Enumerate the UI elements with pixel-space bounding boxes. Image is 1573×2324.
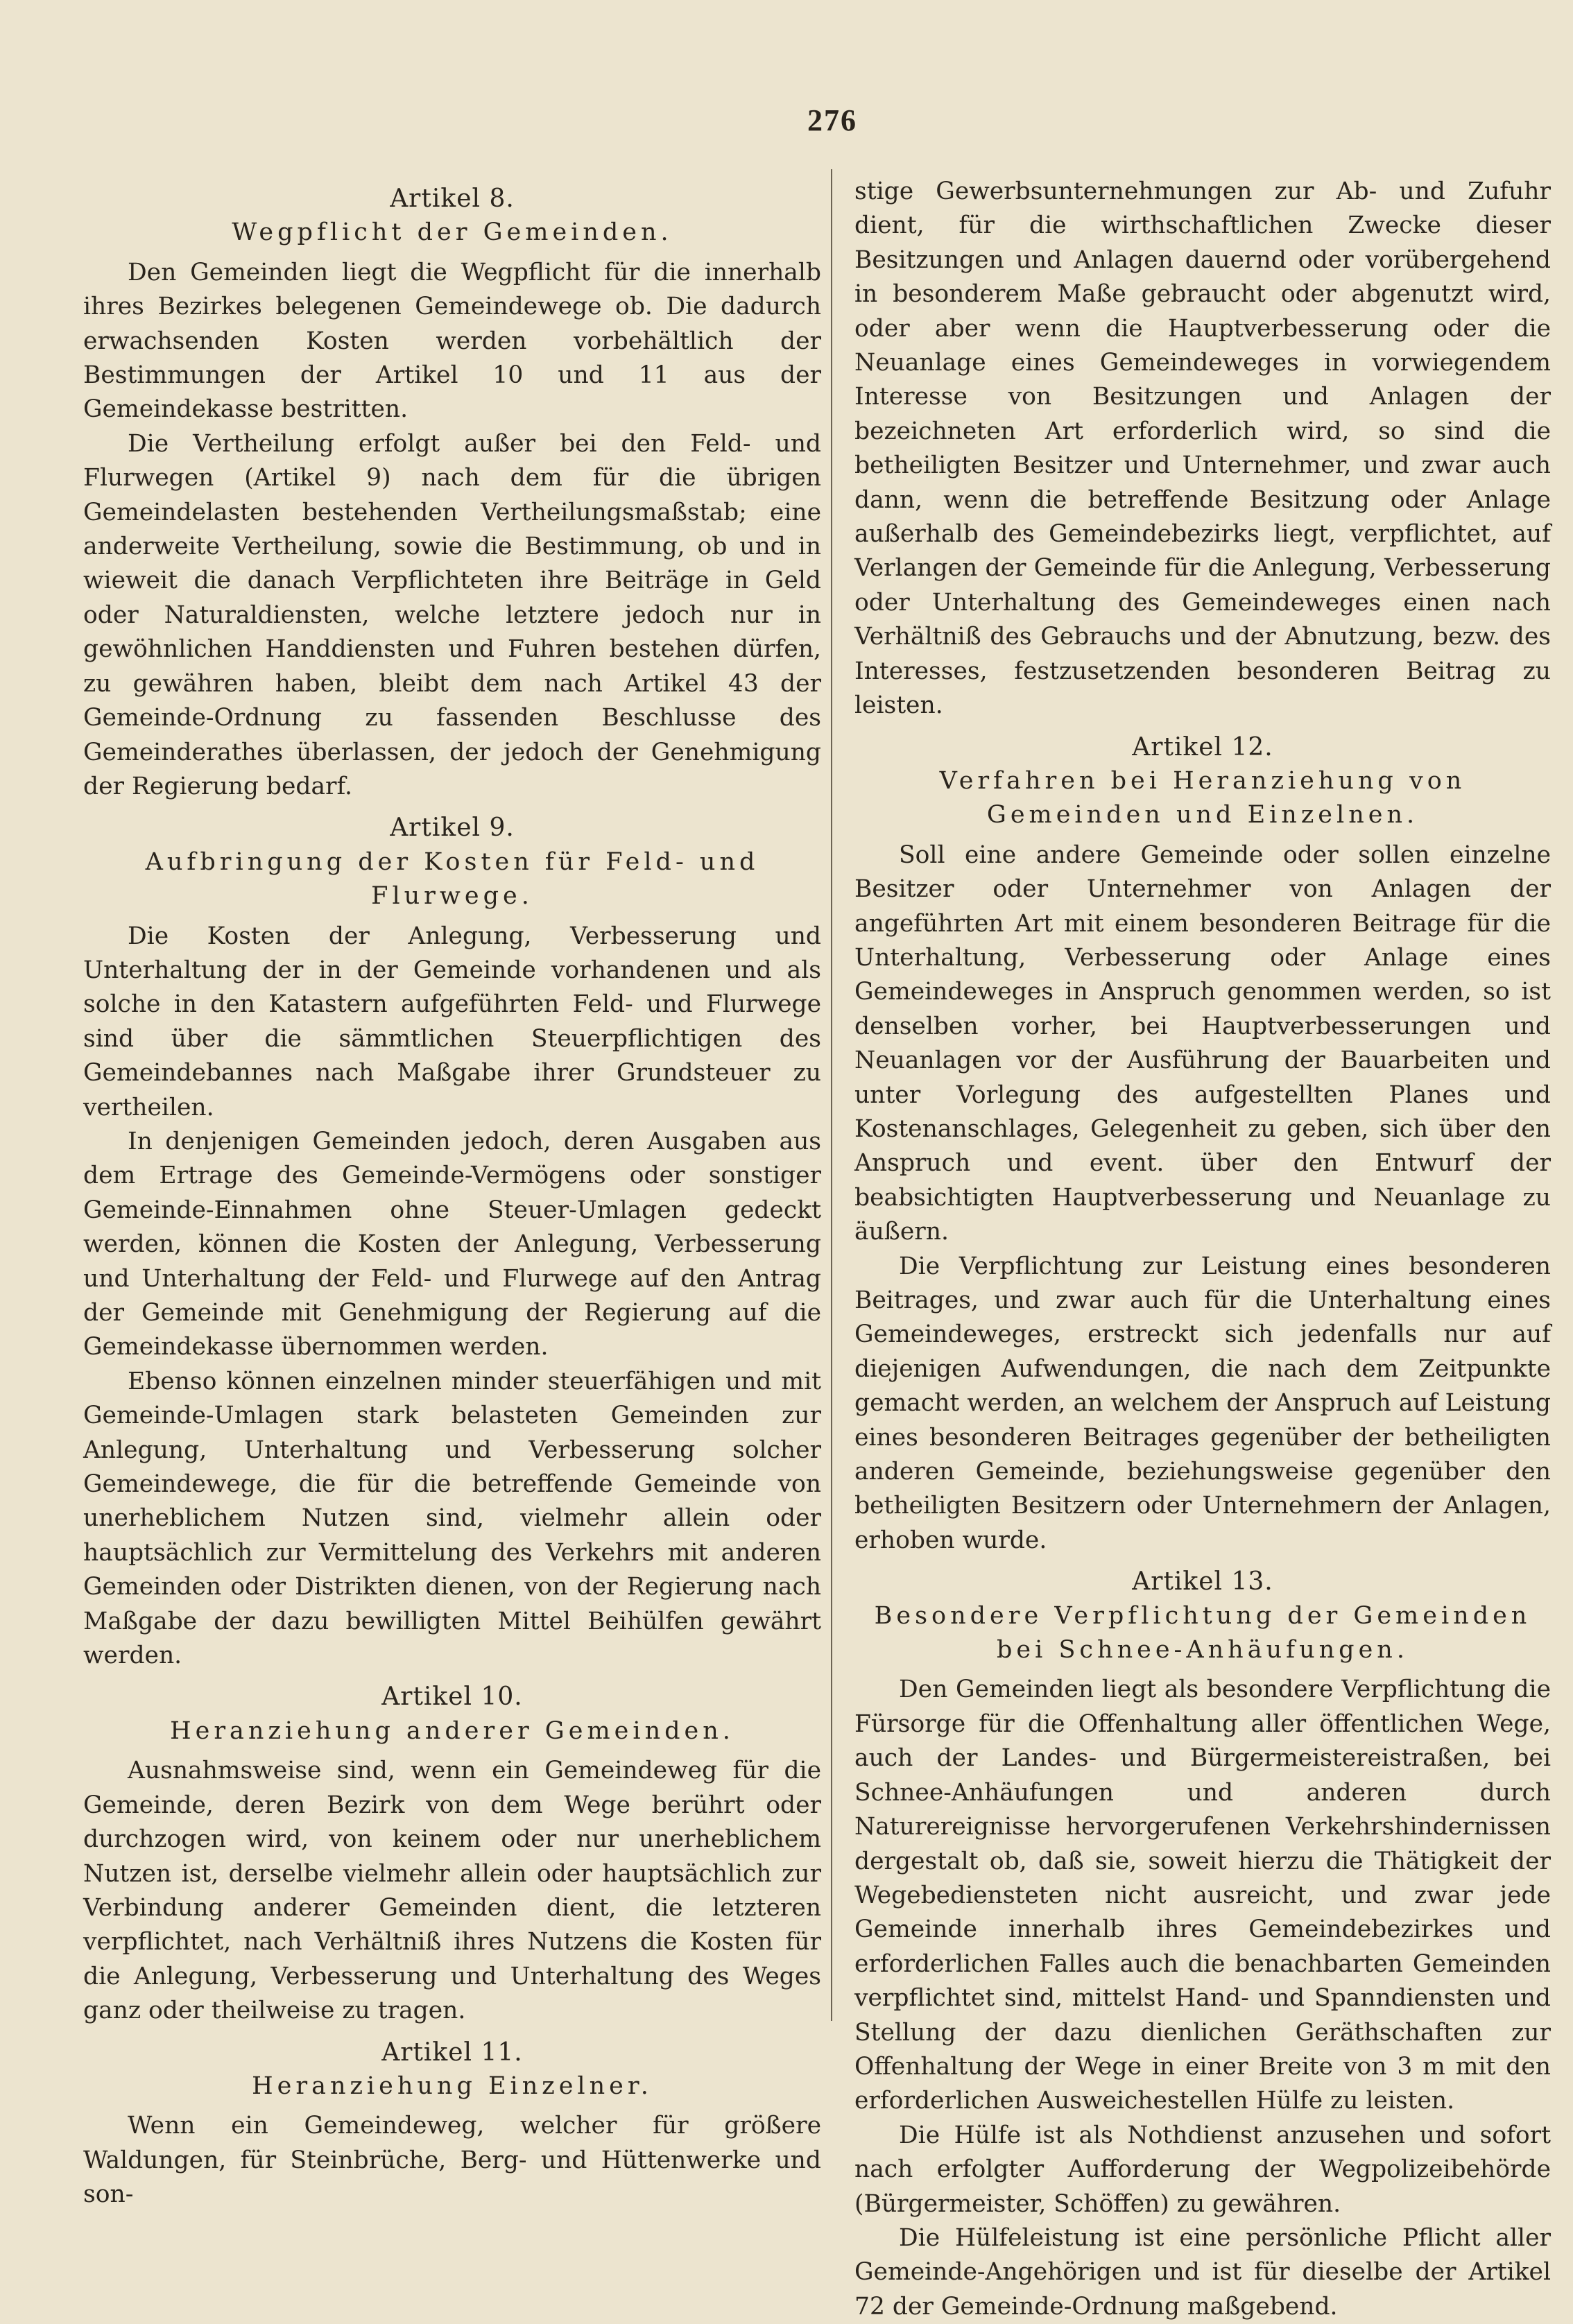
page-number: 276 [807,103,857,137]
article-11-continuation: stige Gewerbsunternehmungen zur Ab- und Zufuhr dient, für die wirthschaftlichen Zwecke dieser Besitzungen und Anlagen dauernd oder vorübergehend in besonderem Maße gebraucht oder abgenutzt wird, oder aber wenn die Hauptverbesserung oder die Neuanlage eines Gemeindeweges in vorwiegendem Interesse von Besitzungen und Anlagen der bezeichneten Art erforderlich wird, so sind die betheiligten Besitzer und Unternehmer, und zwar auch dann, wenn die betreffende Besitzung oder Anlage außerhalb des Gemeindebezirks liegt, verpflichtet, auf Verlangen der Gemeinde für die Anlegung, Verbesserung oder Unterhaltung des Gemeindeweges einen nach Verhältniß des Gebrauchs und der Abnutzung, bezw. des Interesses, festzusetzenden besonderen Beitrag zu leisten. [854,178,1551,720]
column-divider [831,169,832,2021]
article-9-paragraph-2: In denjenigen Gemeinden jedoch, deren Ausgaben aus dem Ertrage des Gemeinde-Vermögens oder sonstiger Gemeinde-Einnahmen ohne Steuer-Umlagen gedeckt werden, können die Kosten der Anlegung, Verbesserung und Unterhaltung der Feld- und Flurwege auf den Antrag der Gemeinde mit Genehmigung der Regierung auf die Gemeindekasse übernommen werden. [83,1127,821,1361]
article-13-paragraph-1: Den Gemeinden liegt als besondere Verpflichtung die Fürsorge für die Offenhaltung aller öffentlichen Wege, auch der Landes- und Bürgermeistereistraßen, bei Schnee-Anhäufungen und anderen durch Naturereignisse hervorgerufenen Verkehrshindernissen dergestalt ob, daß sie, soweit hierzu die Thätigkeit der Wegebediensteten nicht ausreicht, und zwar jede Gemeinde innerhalb ihres Gemeindebezirkes und erforderlichen Falles auch die benachbarten Gemeinden verpflichtet sind, mittelst Hand- und Spanndiensten und Stellung der dazu dienlichen Geräthschaften zur Offenhaltung der Wege in einer Breite von 3 m mit den erforderlichen Ausweichestellen Hülfe zu leisten. [854,1676,1551,2115]
article-8-paragraph-2: Die Vertheilung erfolgt außer bei den Feld- und Flurwegen (Artikel 9) nach dem für die übrigen Gemeindelasten bestehenden Vertheilungsmaßstab; eine anderweite Vertheilung, sowie die Bestimmung, ob und in wieweit die danach Verpflichteten ihre Beiträge in Geld oder Naturaldiensten, welche letztere jedoch nur in gewöhnlichen Handdiensten und Fuhren bestehen dürfen, zu gewähren haben, bleibt dem nach Artikel 43 der Gemeinde-Ordnung zu fassenden Beschlusse des Gemeinderathes überlassen, der jedoch der Genehmigung der Regierung bedarf. [83,429,821,800]
article-8-title: Wegpflicht der Gemeinden. [232,218,673,247]
article-12-title: Verfahren bei Heranziehung von Gemeinden und Einzelnen. [939,766,1466,829]
article-11-title: Heranziehung Einzelner. [252,2072,653,2100]
article-11-paragraph-1: Wenn ein Gemeindeweg, welcher für größere Waldungen, für Steinbrüche, Berg- und Hüttenwerke und son- [83,2112,821,2209]
article-9-number: Artikel 9. [390,814,515,843]
left-column [83,175,821,2212]
article-9-paragraph-1: Die Kosten der Anlegung, Verbesserung und Unterhaltung der in der Gemeinde vorhandenen und als solche in den Katastern aufgeführten Feld- und Flurwege sind über die sämmtlichen Steuerpflichtigen des Gemeindebannes nach Maßgabe ihrer Grundsteuer zu vertheilen. [83,922,821,1121]
article-12-number: Artikel 12. [1132,732,1273,761]
article-13-title: Besondere Verpflichtung der Gemeinden bei Schnee-Anhäufungen. [874,1601,1531,1664]
article-10-number: Artikel 10. [381,1682,523,1712]
article-11-number: Artikel 11. [381,2038,523,2067]
article-13-number: Artikel 13. [1132,1567,1273,1596]
article-8-paragraph-1: Den Gemeinden liegt die Wegpflicht für die innerhalb ihres Bezirkes belegenen Gemeindewege ob. Die dadurch erwachsenden Kosten werden vorbehältlich der Bestimmungen der Artikel 10 und 11 aus der Gemeindekasse bestritten. [83,258,821,424]
article-12-paragraph-1: Soll eine andere Gemeinde oder sollen einzelne Besitzer oder Unternehmer von Anlagen der angeführten Art mit einem besonderen Beitrage für die Unterhaltung, Verbesserung oder Anlage eines Gemeindeweges in Anspruch genommen werden, so ist denselben vorher, bei Hauptverbesserungen und Neuanlagen vor der Ausführung der Bauarbeiten und unter Vorlegung des aufgestellten Planes und Kostenanschlages, Gelegenheit zu geben, sich über den Anspruch und event. über den Entwurf der beabsichtigten Hauptverbesserung und Neuanlage zu äußern. [854,841,1551,1246]
article-8-number: Artikel 8. [390,184,515,213]
right-column [854,175,1551,2324]
article-10-title: Heranziehung anderer Gemeinden. [170,1716,734,1745]
article-13-paragraph-3: Die Hülfeleistung ist eine persönliche Pflicht aller Gemeinde-Angehörigen und ist für dieselbe der Artikel 72 der Gemeinde-Ordnung maßgebend. [854,2223,1551,2321]
article-10-paragraph-1: Ausnahmsweise sind, wenn ein Gemeindeweg für die Gemeinde, deren Bezirk von dem Wege berührt oder durchzogen wird, von keinem oder nur unerheblichem Nutzen ist, derselbe vielmehr allein oder hauptsächlich zur Verbindung anderer Gemeinden dient, die letzteren verpflichtet, nach Verhältniß ihres Nutzens die Kosten für die Anlegung, Verbesserung und Unterhaltung des Weges ganz oder theilweise zu tragen. [83,1757,821,2025]
article-9-paragraph-3: Ebenso können einzelnen minder steuerfähigen und mit Gemeinde-Umlagen stark belasteten Gemeinden zur Anlegung, Unterhaltung und Verbesserung solcher Gemeindewege, die für die betreffende Gemeinde von unerheblichem Nutzen sind, vielmehr allein oder hauptsächlich zur Vermittelung des Verkehrs mit anderen Gemeinden oder Distrikten dienen, von der Regierung nach Maßgabe der dazu bewilligten Mittel Beihülfen gewährt werden. [83,1367,821,1670]
article-13-paragraph-2: Die Hülfe ist als Nothdienst anzusehen und sofort nach erfolgter Aufforderung der Wegpolizeibehörde (Bürgermeister, Schöffen) zu gewähren. [854,2121,1551,2218]
article-12-paragraph-2: Die Verpflichtung zur Leistung eines besonderen Beitrages, und zwar auch für die Unterhaltung eines Gemeindeweges, erstreckt sich jedenfalls nur auf diejenigen Aufwendungen, die nach dem Zeitpunkte gemacht werden, an welchem der Anspruch auf Leistung eines besonderen Beitrages gegenüber der betheiligten anderen Gemeinde, beziehungsweise gegenüber den betheiligten Besitzern oder Unternehmern der Anlagen, erhoben wurde. [854,1252,1551,1554]
article-9-title: Aufbringung der Kosten für Feld- und Flurwege. [145,847,759,911]
